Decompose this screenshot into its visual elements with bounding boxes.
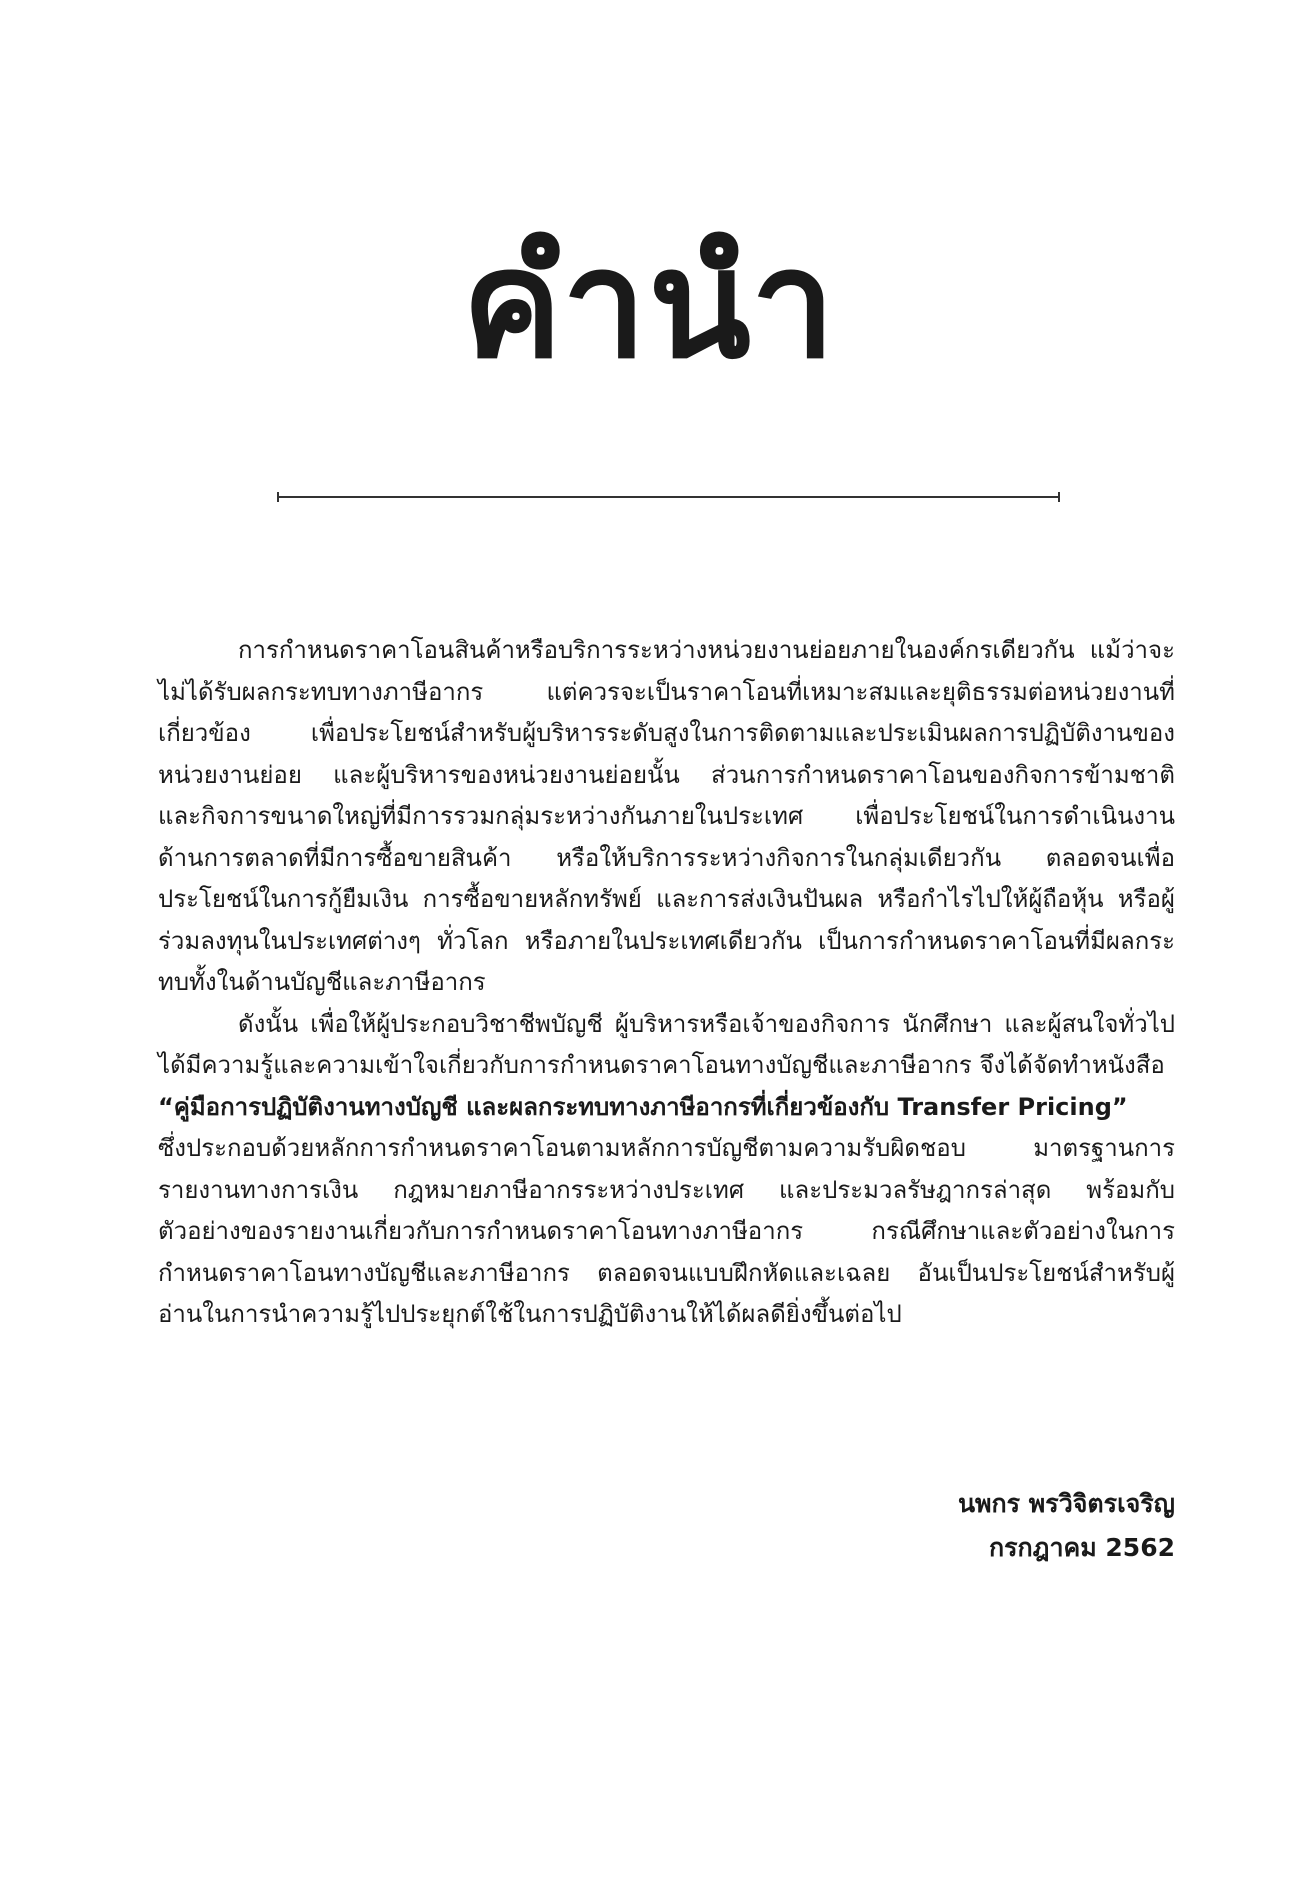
paragraph-1: การกำหนดราคาโอนสินค้าหรือบริการระหว่างหน่วยงานย่อยภายในองค์กรเดียวกัน แม้ว่าจะไม่ได้รับผลกระทบทางภาษีอากร แต่ควรจะเป็นราคาโอนที่เหมาะสมและยุติธรรมต่อหน่วยงานที่เกี่ยวข้อง เพื่อประโยชน์สำหรับผู้บริหารระดับสูงในการติดตามและประเมินผลการปฏิบัติงานของหน่วยงานย่อย และผู้บริหารของหน่วยงานย่อยนั้น ส่วนการกำหนดราคาโอนของกิจการข้ามชาติ และกิจการขนาดใหญ่ที่มีการรวมกลุ่มระหว่างกันภายในประเทศ เพื่อประโยชน์ในการดำเนินงานด้านการตลาดที่มีการซื้อขายสินค้า หรือให้บริการระหว่างกิจการในกลุ่มเดียวกัน ตลอดจนเพื่อประโยชน์ในการกู้ยืมเงิน การซื้อขายหลักทรัพย์ และการส่งเงินปันผล หรือกำไรไปให้ผู้ถือหุ้น หรือผู้ร่วมลงทุนในประเทศต่างๆ ทั่วโลก หรือภายในประเทศเดียวกัน เป็นการกำหนดราคาโอนที่มีผลกระทบทั้งในด้านบัญชีและภาษีอากร	[158, 636, 1175, 996]
author-name: นพกร พรวิจิตรเจริญ	[957, 1489, 1175, 1518]
paragraph-2-intro: ดังนั้น เพื่อให้ผู้ประกอบวิชาชีพบัญชี ผู้บริหารหรือเจ้าของกิจการ นักศึกษา และผู้สนใจทั่วไปได้มีความรู้และความเข้าใจเกี่ยวกับการกำหนดราคาโอนทางบัญชีและภาษีอากร จึงได้จัดทำหนังสือ	[158, 1009, 1175, 1079]
preface-body	[158, 630, 1175, 1336]
paragraph-2-rest: ซึ่งประกอบด้วยหลักการกำหนดราคาโอนตามหลักการบัญชีตามความรับผิดชอบ มาตรฐานการรายงานทางการเงิน กฎหมายภาษีอากรระหว่างประเทศ และประมวลรัษฎากรล่าสุด พร้อมกับตัวอย่างของรายงานเกี่ยวกับการกำหนดราคาโอนทางภาษีอากร กรณีศึกษาและตัวอย่างในการกำหนดราคาโอนทางบัญชีและภาษีอากร ตลอดจนแบบฝึกหัดและเฉลย อันเป็นประโยชน์สำหรับผู้อ่านในการนำความรู้ไปประยุกต์ใช้ในการปฏิบัติงานให้ได้ผลดียิ่งขึ้นต่อไป	[158, 1134, 1175, 1328]
title-divider	[277, 496, 1060, 498]
signature-block	[958, 1482, 1175, 1570]
paragraph-2	[158, 1004, 1175, 1336]
book-title: “คู่มือการปฏิบัติงานทางบัญชี และผลกระทบทางภาษีอากรที่เกี่ยวข้องกับ Transfer Pricing”	[158, 1092, 1128, 1121]
page-title: คำนำ	[461, 218, 838, 392]
signature-date: กรกฎาคม 2562	[988, 1533, 1175, 1562]
